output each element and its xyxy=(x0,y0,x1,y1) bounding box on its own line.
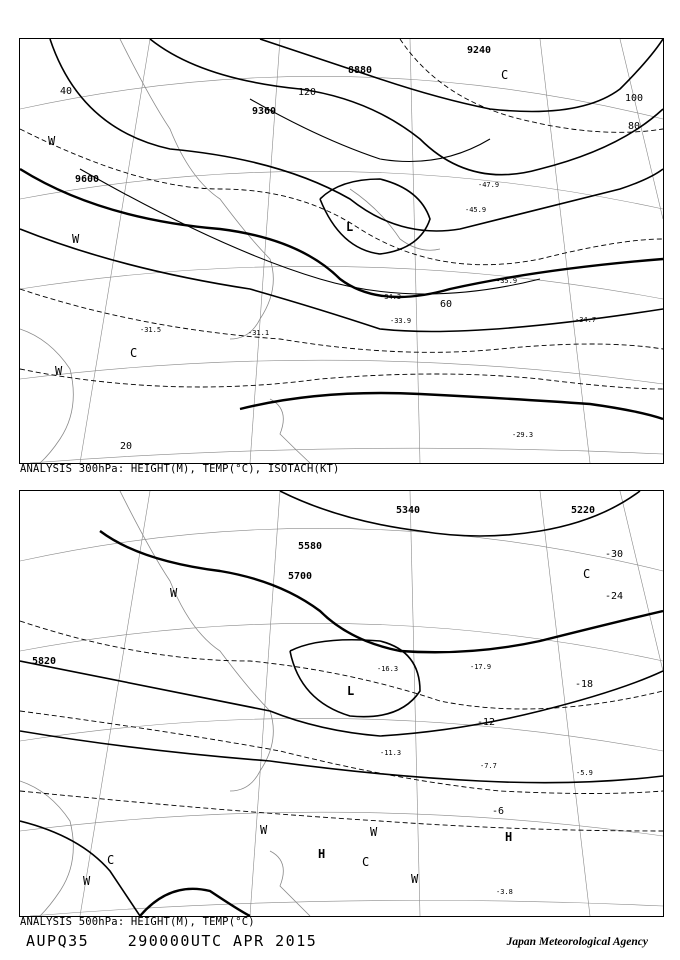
temp-label: -45.9 xyxy=(465,206,487,214)
height-contours xyxy=(20,39,663,419)
cold-center-label: C xyxy=(107,853,115,867)
temp-labels xyxy=(377,663,593,896)
height-label: 5820 xyxy=(32,656,57,667)
isotherm-label: -24 xyxy=(605,591,624,602)
cold-center-label: C xyxy=(501,68,509,82)
cold-center-label: C xyxy=(130,346,138,360)
temp-label: -33.9 xyxy=(390,317,412,325)
temp-label: -3.8 xyxy=(496,888,513,896)
warm-center-label: W xyxy=(48,134,56,148)
valid-time: 290000UTC APR 2015 xyxy=(127,932,318,950)
temp-label: -11.3 xyxy=(380,749,402,757)
temperature-isotherms xyxy=(20,621,663,831)
temp-label: -16.3 xyxy=(377,665,399,673)
height-label: 9600 xyxy=(75,174,100,185)
chart-id: AUPQ35 xyxy=(26,932,90,950)
warm-center-label: W xyxy=(83,874,91,888)
isotherm-label: -12 xyxy=(477,717,496,728)
isotherm-labels xyxy=(477,549,623,817)
isotach-label: 120 xyxy=(298,87,317,98)
high-center-label: H xyxy=(505,830,513,844)
height-label: 5700 xyxy=(288,571,313,582)
chart-300hpa xyxy=(19,38,664,464)
agency-name: Japan Meteorological Agency xyxy=(506,936,648,948)
map-500hpa xyxy=(20,491,663,916)
temp-label: -47.9 xyxy=(478,181,500,189)
warm-center-label: W xyxy=(72,232,80,246)
warm-center-label: W xyxy=(411,872,419,886)
cold-center-label: C xyxy=(362,855,370,869)
isotherm-label: -30 xyxy=(605,549,624,560)
isotherm-label: -6 xyxy=(492,806,505,817)
height-label: 5580 xyxy=(298,541,323,552)
height-label: 5220 xyxy=(571,505,596,516)
isotach-label: 40 xyxy=(60,86,73,97)
lat-lon-grid xyxy=(20,39,663,463)
isotach-label: 60 xyxy=(440,299,453,310)
panel-300-caption: ANALYSIS 300hPa: HEIGHT(M), TEMP(°C), ISOTACH(KT) xyxy=(20,463,340,475)
pressure-centers xyxy=(83,567,590,888)
temp-label: -17.9 xyxy=(470,663,492,671)
temp-label: -35.9 xyxy=(496,277,518,285)
height-label: 9360 xyxy=(252,106,277,117)
low-center-label: L xyxy=(347,684,355,698)
high-center-label: H xyxy=(318,847,326,861)
temp-label: -34.3 xyxy=(380,293,402,301)
height-label: 8880 xyxy=(348,65,373,76)
chart-500hpa xyxy=(19,490,664,917)
warm-center-label: W xyxy=(170,586,178,600)
cold-center-label: C xyxy=(583,567,591,581)
isotach-label: 20 xyxy=(120,441,133,452)
height-contours xyxy=(20,491,663,916)
temp-label: -5.9 xyxy=(576,769,593,777)
temp-label: -34.7 xyxy=(575,316,597,324)
temp-label: -31.1 xyxy=(248,329,270,337)
temp-label: -31.5 xyxy=(140,326,162,334)
temp-label: -29.3 xyxy=(512,431,534,439)
panel-500-caption: ANALYSIS 500hPa: HEIGHT(M), TEMP(°C) xyxy=(20,916,255,928)
height-label: 9240 xyxy=(467,45,492,56)
isotach-label: 80 xyxy=(628,121,641,132)
isotach-label: 100 xyxy=(625,93,644,104)
isotherm-label: -18 xyxy=(575,679,594,690)
warm-center-label: W xyxy=(370,825,378,839)
map-300hpa xyxy=(20,39,663,463)
height-label: 5340 xyxy=(396,505,421,516)
temp-label: -7.7 xyxy=(480,762,497,770)
low-center-label: L xyxy=(346,220,354,234)
warm-center-label: W xyxy=(260,823,268,837)
chart-identifier xyxy=(26,932,317,950)
warm-center-label: W xyxy=(55,364,63,378)
